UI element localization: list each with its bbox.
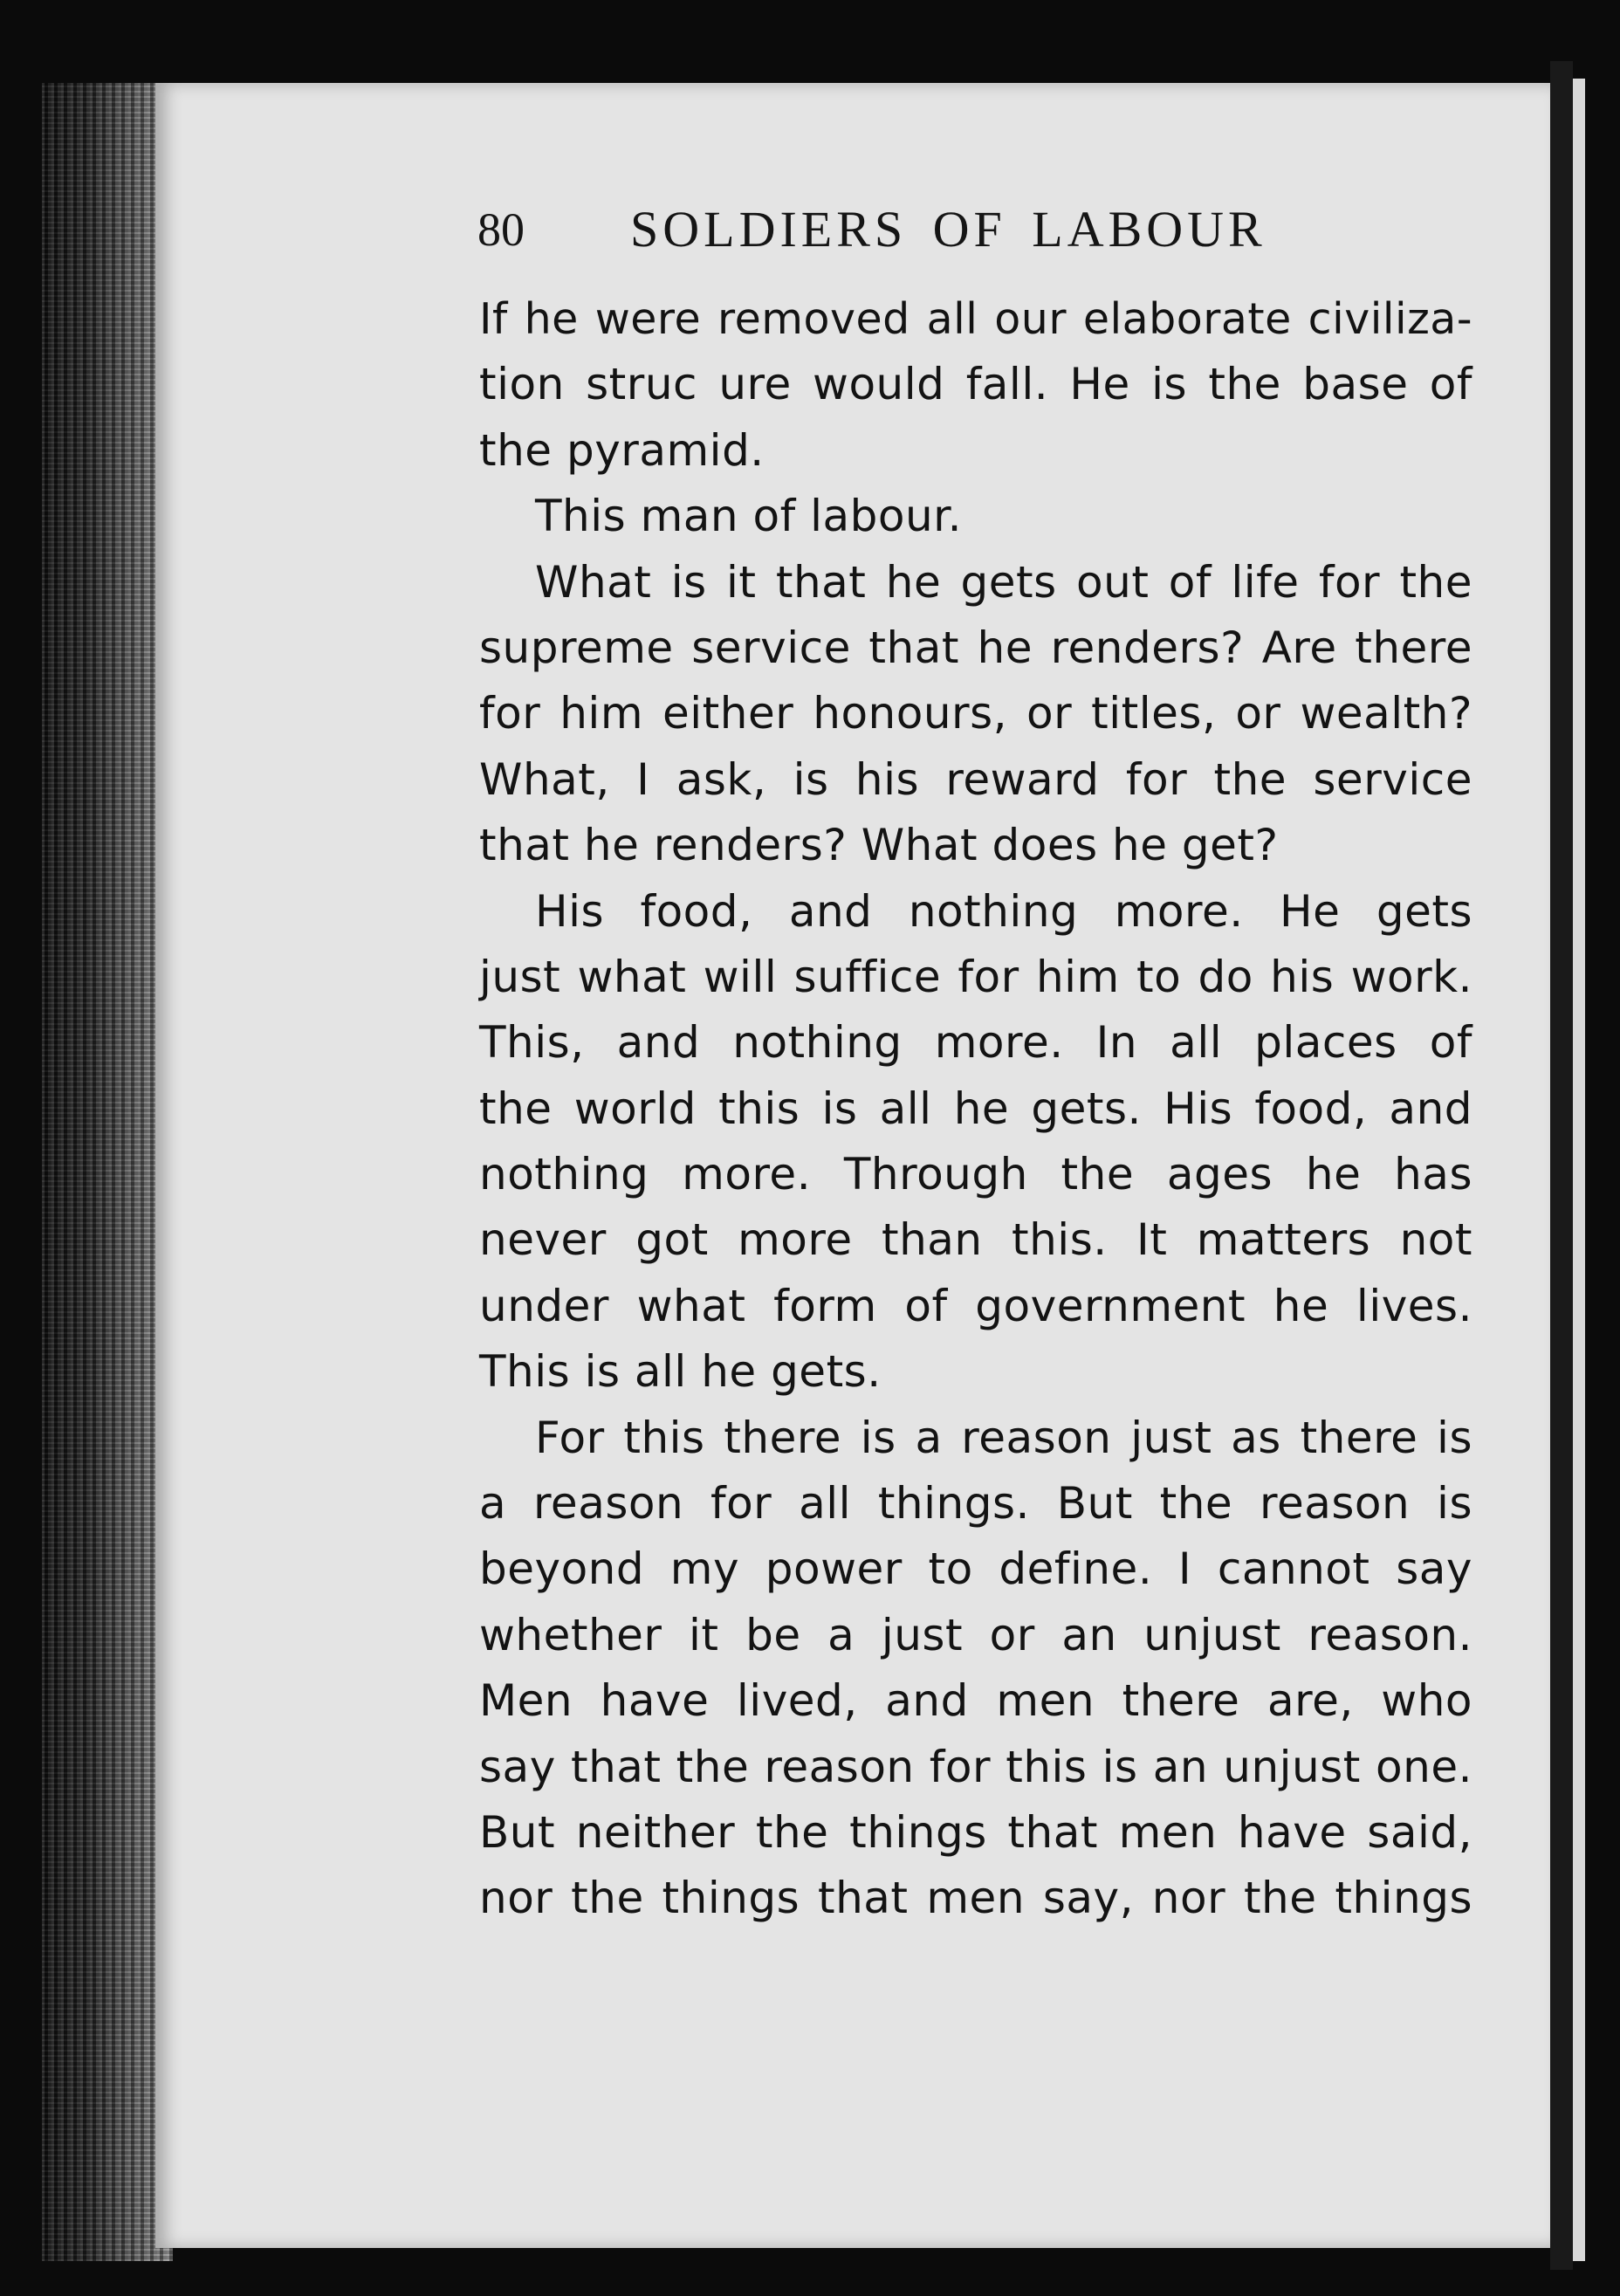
text-line: the pyramid. bbox=[479, 424, 765, 476]
text-line: His food, and nothing more. He gets bbox=[535, 885, 1472, 937]
text-line: for him either honours, or titles, or wealth? bbox=[479, 688, 1472, 739]
text-line: This man of labour. bbox=[535, 491, 962, 542]
text-line: a reason for all things. But the reason is bbox=[479, 1478, 1472, 1530]
text-line: under what form of government he lives. bbox=[479, 1280, 1472, 1331]
text-line: What, I ask, is his reward for the service bbox=[479, 753, 1472, 805]
text-line: tion struc ure would fall. He is the base of bbox=[479, 359, 1472, 410]
running-head bbox=[477, 199, 1481, 260]
text-line: supreme service that he renders? Are there bbox=[479, 622, 1472, 673]
text-line: What is it that he gets out of life for the bbox=[535, 556, 1472, 608]
text-line: just what will suffice for him to do his work. bbox=[479, 951, 1472, 1002]
text-line: never got more than this. It matters not bbox=[479, 1214, 1472, 1266]
book-binding-edge bbox=[42, 83, 173, 2261]
text-line: This, and nothing more. In all places of bbox=[479, 1017, 1472, 1069]
text-line: whether it be a just or an unjust reason. bbox=[479, 1609, 1472, 1660]
text-line: beyond my power to define. I cannot say bbox=[479, 1543, 1472, 1595]
facing-page-edge bbox=[1573, 79, 1585, 2261]
text-line: But neither the things that men have said, bbox=[479, 1806, 1472, 1858]
text-line: Men have lived, and men there are, who bbox=[479, 1675, 1472, 1727]
text-line: the world this is all he gets. His food, and bbox=[479, 1083, 1472, 1134]
text-line: nothing more. Through the ages he has bbox=[479, 1149, 1472, 1200]
text-line: If he were removed all our elaborate civiliza- bbox=[479, 294, 1472, 344]
text-line: that he renders? What does he get? bbox=[479, 820, 1279, 871]
book-title: SOLDIERS OF LABOUR bbox=[630, 201, 1266, 258]
page-gutter-shadow bbox=[1550, 61, 1573, 2270]
text-line: This is all he gets. bbox=[479, 1346, 882, 1398]
text-line: For this there is a reason just as there is bbox=[535, 1412, 1472, 1463]
page-number: 80 bbox=[477, 203, 525, 256]
body-text bbox=[479, 286, 1472, 1932]
text-line: nor the things that men say, nor the things bbox=[479, 1873, 1472, 1924]
text-line: say that the reason for this is an unjust one. bbox=[479, 1741, 1472, 1792]
